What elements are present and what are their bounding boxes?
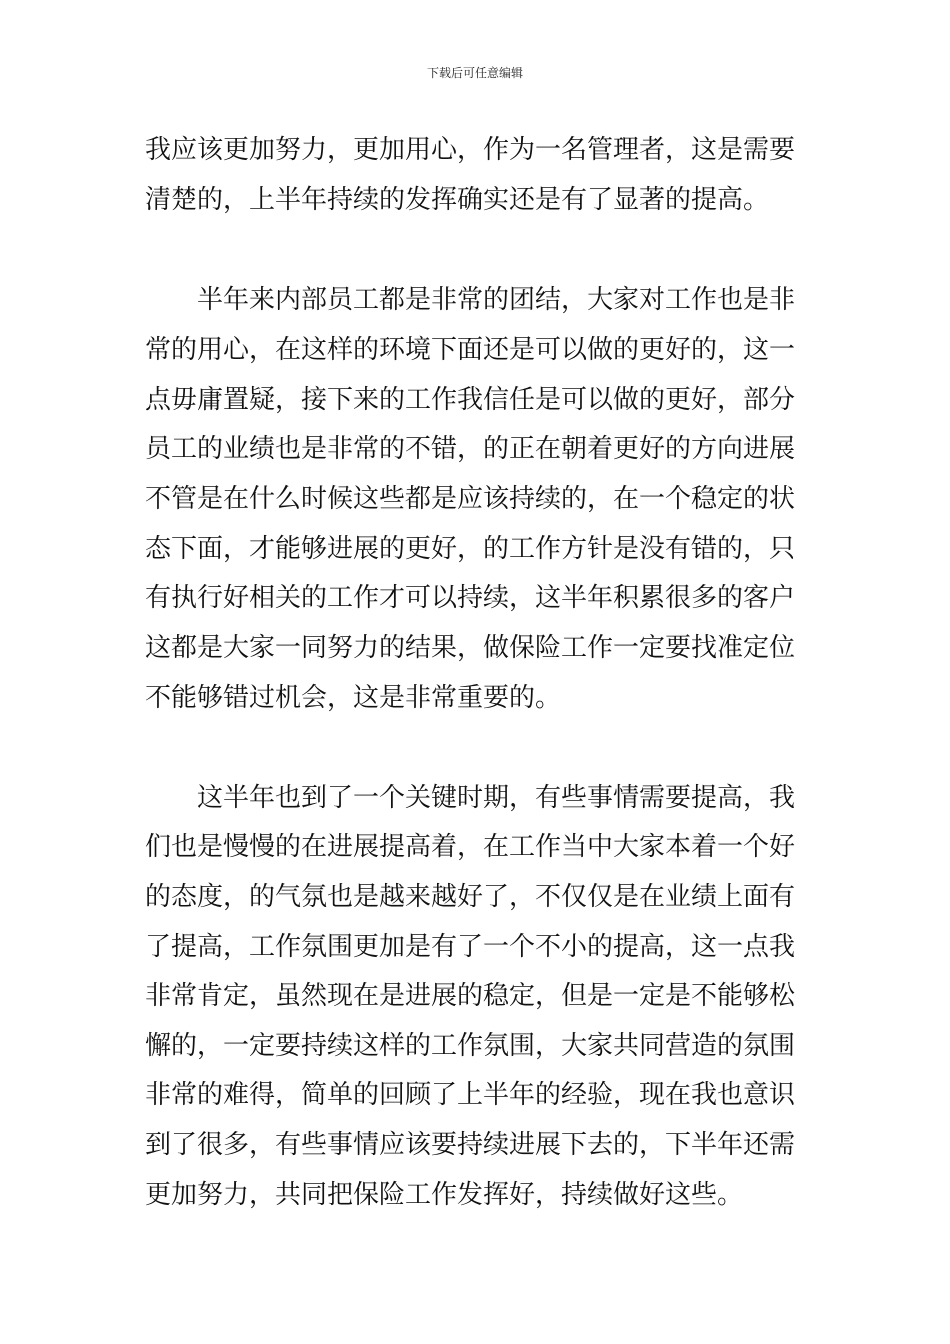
paragraph-line: 态下面，才能够进展的更好，的工作方针是没有错的，只 bbox=[145, 534, 796, 564]
paragraph-line: 懈的，一定要持续这样的工作氛围，大家共同营造的氛围 bbox=[145, 1031, 796, 1061]
paragraph-line: 到了很多，有些事情应该要持续进展下去的，下半年还需 bbox=[145, 1130, 796, 1160]
paragraph-line: 员工的业绩也是非常的不错，的正在朝着更好的方向进展 bbox=[145, 434, 796, 464]
paragraph-line: 有执行好相关的工作才可以持续，这半年积累很多的客户 bbox=[145, 583, 796, 613]
paragraph-line: 我应该更加努力，更加用心，作为一名管理者，这是需要 bbox=[145, 135, 796, 165]
paragraph-line: 半年来内部员工都是非常的团结，大家对工作也是非 bbox=[197, 285, 796, 315]
paragraph-line: 点毋庸置疑，接下来的工作我信任是可以做的更好，部分 bbox=[145, 385, 796, 415]
paragraph-line: 这都是大家一同努力的结果，做保险工作一定要找准定位 bbox=[145, 633, 796, 663]
paragraph-line: 这半年也到了一个关键时期，有些事情需要提高，我 bbox=[197, 783, 796, 813]
paragraph-line: 不管是在什么时候这些都是应该持续的，在一个稳定的状 bbox=[145, 484, 796, 514]
paragraph-line: 了提高，工作氛围更加是有了一个不小的提高，这一点我 bbox=[145, 932, 796, 962]
paragraph-line: 清楚的，上半年持续的发挥确实还是有了显著的提高。 bbox=[145, 185, 770, 215]
paragraph-line: 的态度，的气氛也是越来越好了，不仅仅是在业绩上面有 bbox=[145, 882, 796, 912]
paragraph-line: 非常的难得，简单的回顾了上半年的经验，现在我也意识 bbox=[145, 1080, 796, 1110]
paragraph-line: 更加努力，共同把保险工作发挥好，持续做好这些。 bbox=[145, 1180, 744, 1210]
paragraph-line: 们也是慢慢的在进展提高着，在工作当中大家本着一个好 bbox=[145, 832, 796, 862]
paragraph-line: 不能够错过机会，这是非常重要的。 bbox=[145, 683, 562, 713]
page-header: 下载后可任意编辑 bbox=[426, 66, 523, 80]
paragraph-line: 常的用心，在这样的环境下面还是可以做的更好的，这一 bbox=[145, 335, 796, 365]
paragraph-line: 非常肯定，虽然现在是进展的稳定，但是一定是不能够松 bbox=[145, 981, 796, 1011]
